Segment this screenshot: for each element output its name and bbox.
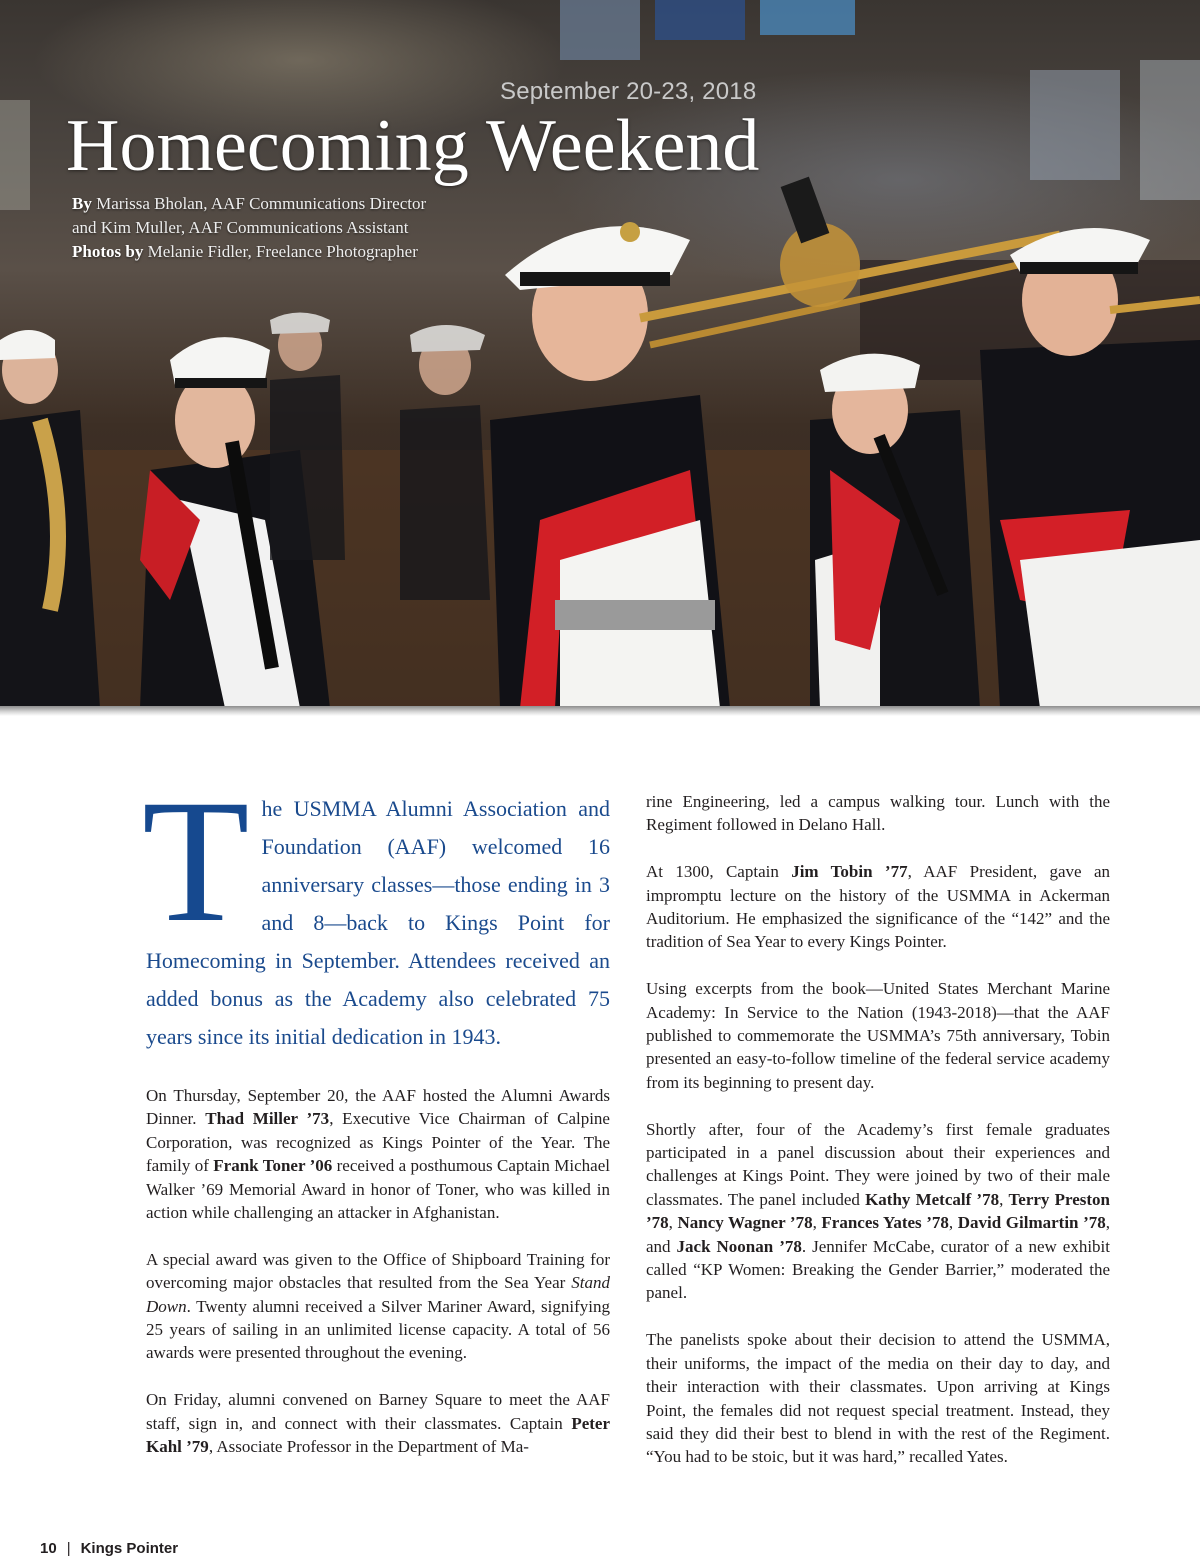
paragraph-friday-continued	[646, 790, 1110, 837]
byline-line-1: Marissa Bholan, AAF Communications Director	[96, 194, 427, 213]
byline-authors-1	[72, 192, 532, 216]
text-run: , Executive Vice Chairman of Calpine Corporation, was recognized as Kings Pointer of the Year. The family of	[146, 1109, 610, 1176]
lead-text: he USMMA Alumni Association and Foundation (AAF) welcomed 16 anniversary classes—those ending in 3 and 8—back to Kings Point for Homecoming in September. Attendees received an added bonus as the Academy also celebrated 75 years since its initial dedication in 1943.	[146, 796, 610, 1049]
photo-credit	[72, 240, 532, 264]
publication-name: Kings Pointer	[80, 1540, 179, 1557]
by-label: By	[72, 194, 92, 213]
photo-bottom-border	[0, 706, 1200, 716]
text-run: ,	[999, 1189, 1009, 1209]
text-run: On Thursday, September 20, the AAF hosted the Alumni Awards Dinner.	[146, 1086, 610, 1129]
paragraph-panel	[646, 1118, 1110, 1305]
person-name: Jack Noonan ’78	[676, 1236, 802, 1256]
byline	[72, 192, 532, 264]
paragraph-tobin-lecture	[646, 860, 1110, 954]
event-dates: September 20-23, 2018	[500, 78, 757, 105]
footer-separator: |	[66, 1540, 71, 1557]
person-name: Peter Kahl ’79	[146, 1413, 610, 1457]
hero-photo	[0, 0, 1200, 708]
person-name: Thad Miller ’73	[205, 1109, 330, 1129]
text-run: received a posthumous Captain Michael Walker ’69 Memorial Award in honor of Toner, who was killed in action while challenging an attacker in Afghanistan.	[146, 1156, 610, 1223]
person-name: Frances Yates ’78	[821, 1213, 949, 1233]
text-run: , and	[646, 1213, 1110, 1256]
text-run: ,	[668, 1213, 678, 1233]
photo-credit-name: Melanie Fidler, Freelance Photographer	[147, 242, 418, 261]
text-run: On Friday, alumni convened on Barney Square to meet the AAF staff, sign in, and connect with their classmates. Captain	[146, 1390, 610, 1433]
text-run: , AAF President, gave an impromptu lecture on the history of the USMMA in Ackerman Auditorium. He emphasized the significance of the “142” and the tradition of Sea Year to every Kings Pointer.	[646, 862, 1110, 952]
paragraph-panelists: The panelists spoke about their decision to attend the USMMA, their uniforms, the impact of the media on their day to day, and their interaction with their classmates. Upon arriving at Kings Point, the females did not request special treatment. Instead, they said they did their best to blend in with the rest of the Regiment. “You had to be stoic, but it was hard,” recalled Yates.	[646, 1330, 1110, 1467]
text-run: ,	[812, 1213, 822, 1233]
byline-line-2: and Kim Muller, AAF Communications Assistant	[72, 218, 409, 237]
page-footer	[40, 1540, 178, 1557]
person-name: Jim Tobin ’77	[791, 862, 908, 882]
paragraph-alumni-awards	[146, 1084, 610, 1224]
lead-paragraph	[142, 764, 610, 1056]
text-run: , Associate Professor in the Department of Ma-	[208, 1437, 529, 1457]
text-run: Shortly after, four of the Academy’s first female graduates participated in a panel discussion about their experiences and challenges at Kings Point. They were joined by two of their male classmates. The panel included	[646, 1119, 1110, 1209]
page-number: 10	[40, 1540, 57, 1557]
drop-cap: T	[142, 764, 250, 959]
text-run: ,	[948, 1213, 958, 1233]
article-column-left	[142, 764, 610, 1482]
text-run: rine Engineering, led a campus walking tour. Lunch with the Regiment followed in Delano Hall.	[646, 792, 1110, 835]
person-name: Kathy Metcalf ’78	[865, 1189, 1000, 1209]
photos-label: Photos by	[72, 242, 144, 261]
article-column-right	[646, 790, 1110, 1492]
paragraph-special-award	[146, 1248, 610, 1365]
person-name: Nancy Wagner ’78	[677, 1213, 813, 1233]
text-run: At 1300, Captain	[646, 862, 792, 882]
text-run: . Jennifer McCabe, curator of a new exhibit called “KP Women: Breaking the Gender Barrier,” moderated the panel.	[646, 1236, 1110, 1303]
person-name: Frank Toner ’06	[213, 1156, 333, 1176]
person-name: Terry Preston ’78	[646, 1189, 1110, 1233]
article-title: Homecoming Weekend	[66, 105, 760, 187]
text-run: . Twenty alumni received a Silver Mariner Award, signifying 25 years of sailing in an unlimited license capacity. A total of 56 awards were presented throughout the evening.	[146, 1296, 610, 1363]
paragraph-friday	[146, 1388, 610, 1458]
paragraph-book-excerpts: Using excerpts from the book—United States Merchant Marine Academy: In Service to the Nation (1943-2018)—that the AAF published to commemorate the USMMA’s 75th anniversary, Tobin presented an easy-to-follow timeline of the federal service academy from its beginning to present day.	[646, 979, 1110, 1092]
person-name: David Gilmartin ’78	[957, 1213, 1106, 1233]
italic-term: Stand Down	[146, 1273, 610, 1316]
text-run: A special award was given to the Office of Shipboard Training for overcoming major obstacles that resulted from the Sea Year	[146, 1249, 610, 1293]
